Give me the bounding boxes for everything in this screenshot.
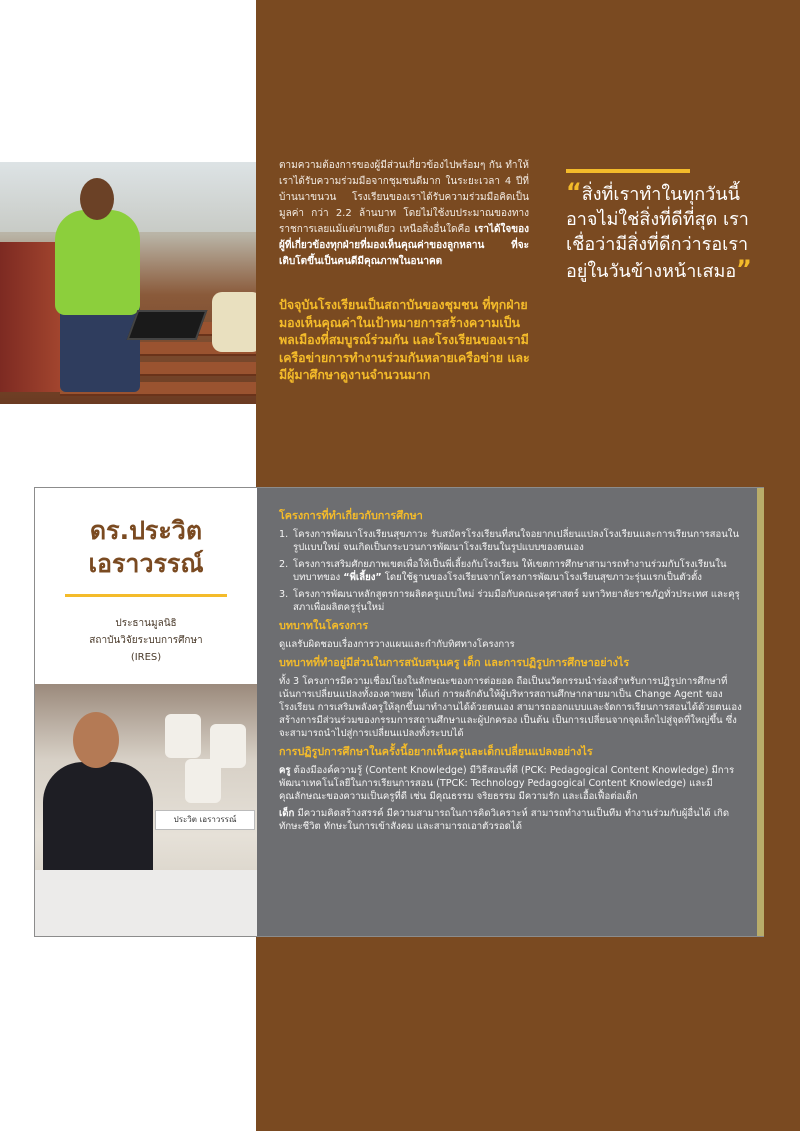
support-text: ทั้ง 3 โครงการมีความเชื่อมโยงในลักษณะของการต่อยอด ถือเป็นนวัตกรรมนำร่องสำหรับการปฏิรูปการศึกษาที่เน้นการเปลี่ยนแปลงทั้งองคาพยพ ได้แก่ การผลักดันให้ผู้บริหารสถานศึกษากลายมาเป็น Change Agent ของโรงเรียน การเสริมพลังครูให้ลุกขึ้นมาทำงานได้ด้วยตนเอง สามารถออกแบบและจัดการเรียนการสอนได้ด้วยตนเอง สร้างการมีส่วนร่วมของกรรมการสถานศึกษาและผู้ปกครอง เป็นต้น เป็นการเปลี่ยนจากจุดเล็กไปสู่จุดที่ใหญ่ขึ้น ซึ่งจะสามารถนำไปสู่การเปลี่ยนแปลงทั้งระบบได้ [279,676,742,739]
list-item [279,558,743,584]
list-text-b: โดยใช้ฐานของโรงเรียนจากโครงการพัฒนาโรงเรียนสุขภาวะรุ่นแรกเป็นตัวตั้ง [381,572,702,583]
panel-accent-bar [757,488,764,936]
projects-list [279,528,743,614]
photo-profile-meeting [35,684,257,936]
nameplate: ประวิต เอราวรรณ์ [155,810,255,830]
heading-support: บทบาทที่ทำอยู่มีส่วนในการสนับสนุนครู เด็ก และการปฏิรูปการศึกษาอย่างไร [279,656,630,669]
list-number: 1. [279,529,289,540]
intro-paragraph [279,158,529,270]
list-text-bold: “พี่เลี้ยง” [343,572,382,583]
child-text [279,807,743,833]
intro-text: ตามความต้องการของผู้มีส่วนเกี่ยวข้องไปพร้อมๆ กัน ทำให้เราได้รับความร่วมมือจากชุมชนดีมาก ในระยะเวลา 4 ปีที่บ้านนาขนวน โรงเรียนของเราได้รับความร่วมมือคิดเป็นมูลค่า กว่า 2.2 ล้านบาท โดยไม่ใช้งบประมาณของทางราชการเลยแม้แต่บาทเดียว เหนือสิ่งอื่นใดคือ [279,160,529,235]
quote-text: สิ่งที่เราทำในทุกวันนี้ อาจไม่ใช่สิ่งที่ดีที่สุด เราเชื่อว่ามีสิ่งที่ดีกว่ารอเราอยู่ในวันข้างหน้าเสมอ [566,184,749,282]
role-text: ดูแลรับผิดชอบเรื่องการวางแผนและกำกับทิศทางโครงการ [279,639,515,650]
photo-teacher-laptop [0,162,256,404]
intro-bold-text: เราได้ใจของผู้ที่เกี่ยวข้องทุกฝ่ายที่มองเห็นคุณค่าของลูกหลาน ที่จะเติบโตขึ้นเป็นคนดีมีคุณภาพในอนาคต [279,224,529,267]
info-panel [257,488,757,936]
list-item [279,588,743,614]
profile-card [34,487,764,937]
profile-name [35,514,257,580]
profile-role-line1: ประธานมูลนิธิ [115,618,177,629]
quote-divider [566,169,690,173]
list-item [279,528,743,554]
heading-role: บทบาทในโครงการ [279,619,369,632]
pull-quote [566,180,766,284]
heading-reform: การปฏิรูปการศึกษาในครั้งนี้อยากเห็นครูและเด็กเปลี่ยนแปลงอย่างไร [279,745,593,758]
list-text-a: โครงการเสริมศักยภาพเขตเพื่อให้เป็นพี่เลี้ยงกับโรงเรียน ให้เขตการศึกษาสามารถทำงานร่วมกับโรงเรียนในบทบาทของ [293,559,727,583]
list-number: 3. [279,589,289,600]
child-label: เด็ก [279,808,295,819]
profile-name-line1: ดร.ประวิต [89,516,203,545]
open-quote-mark: “ [566,178,582,206]
child-desc: มีความคิดสร้างสรรค์ มีความสามารถในการคิดวิเคราะห์ สามารถทำงานเป็นทีม ทำงานร่วมกับผู้อื่นได้ เกิดทักษะชีวิต ทักษะในการเข้าสังคม และสามารถเอาตัวรอดได้ [279,808,730,832]
list-number: 2. [279,559,289,570]
heading-projects: โครงการที่ทำเกี่ยวกับการศึกษา [279,509,423,522]
profile-role-line2: สถาบันวิจัยระบบการศึกษา [89,635,203,646]
close-quote-mark: ” [736,255,752,283]
teacher-label: ครู [279,765,291,776]
teacher-desc: ต้องมีองค์ความรู้ (Content Knowledge) มีวิธีสอนที่ดี (PCK: Pedagogical Content Knowledge) มีการพัฒนาเทคโนโลยีในการเรียนการสอน (TPCK: Technology Pedagogical Content Knowledge) และมีคุณลักษณะของความเป็นครูที่ดี เช่น มีคุณธรรม จริยธรรม มีความรัก และเอื้อเฟื้อต่อเด็ก [279,765,735,802]
profile-role [35,615,257,666]
list-text [293,558,743,584]
profile-name-line2: เอราวรรณ์ [88,549,204,578]
profile-role-line3: (IRES) [130,652,162,663]
profile-divider [65,594,227,597]
intro-highlight: ปัจจุบันโรงเรียนเป็นสถาบันของชุมชน ที่ทุกฝ่ายมองเห็นคุณค่าในเป้าหมายการสร้างความเป็นพลเมืองที่สมบูรณ์ร่วมกัน และโรงเรียนของเรามีเครือข่ายการทำงานร่วมกันหลายเครือข่าย และมีผู้มาศึกษาดูงานจำนวนมาก [279,297,530,382]
list-text: โครงการพัฒนาโรงเรียนสุขภาวะ รับสมัครโรงเรียนที่สนใจอยากเปลี่ยนแปลงโรงเรียนและการเรียนการสอนในรูปแบบใหม่ จนเกิดเป็นกระบวนการพัฒนาโรงเรียนในรูปแบบของตนเอง [293,529,740,553]
teacher-text [279,764,743,803]
list-text: โครงการพัฒนาหลักสูตรการผลิตครูแบบใหม่ ร่วมมือกับคณะครุศาสตร์ มหาวิทยาลัยราชภัฏทั่วประเทศ และคุรุสภาเพื่อผลิตครูรุ่นใหม่ [293,589,740,613]
